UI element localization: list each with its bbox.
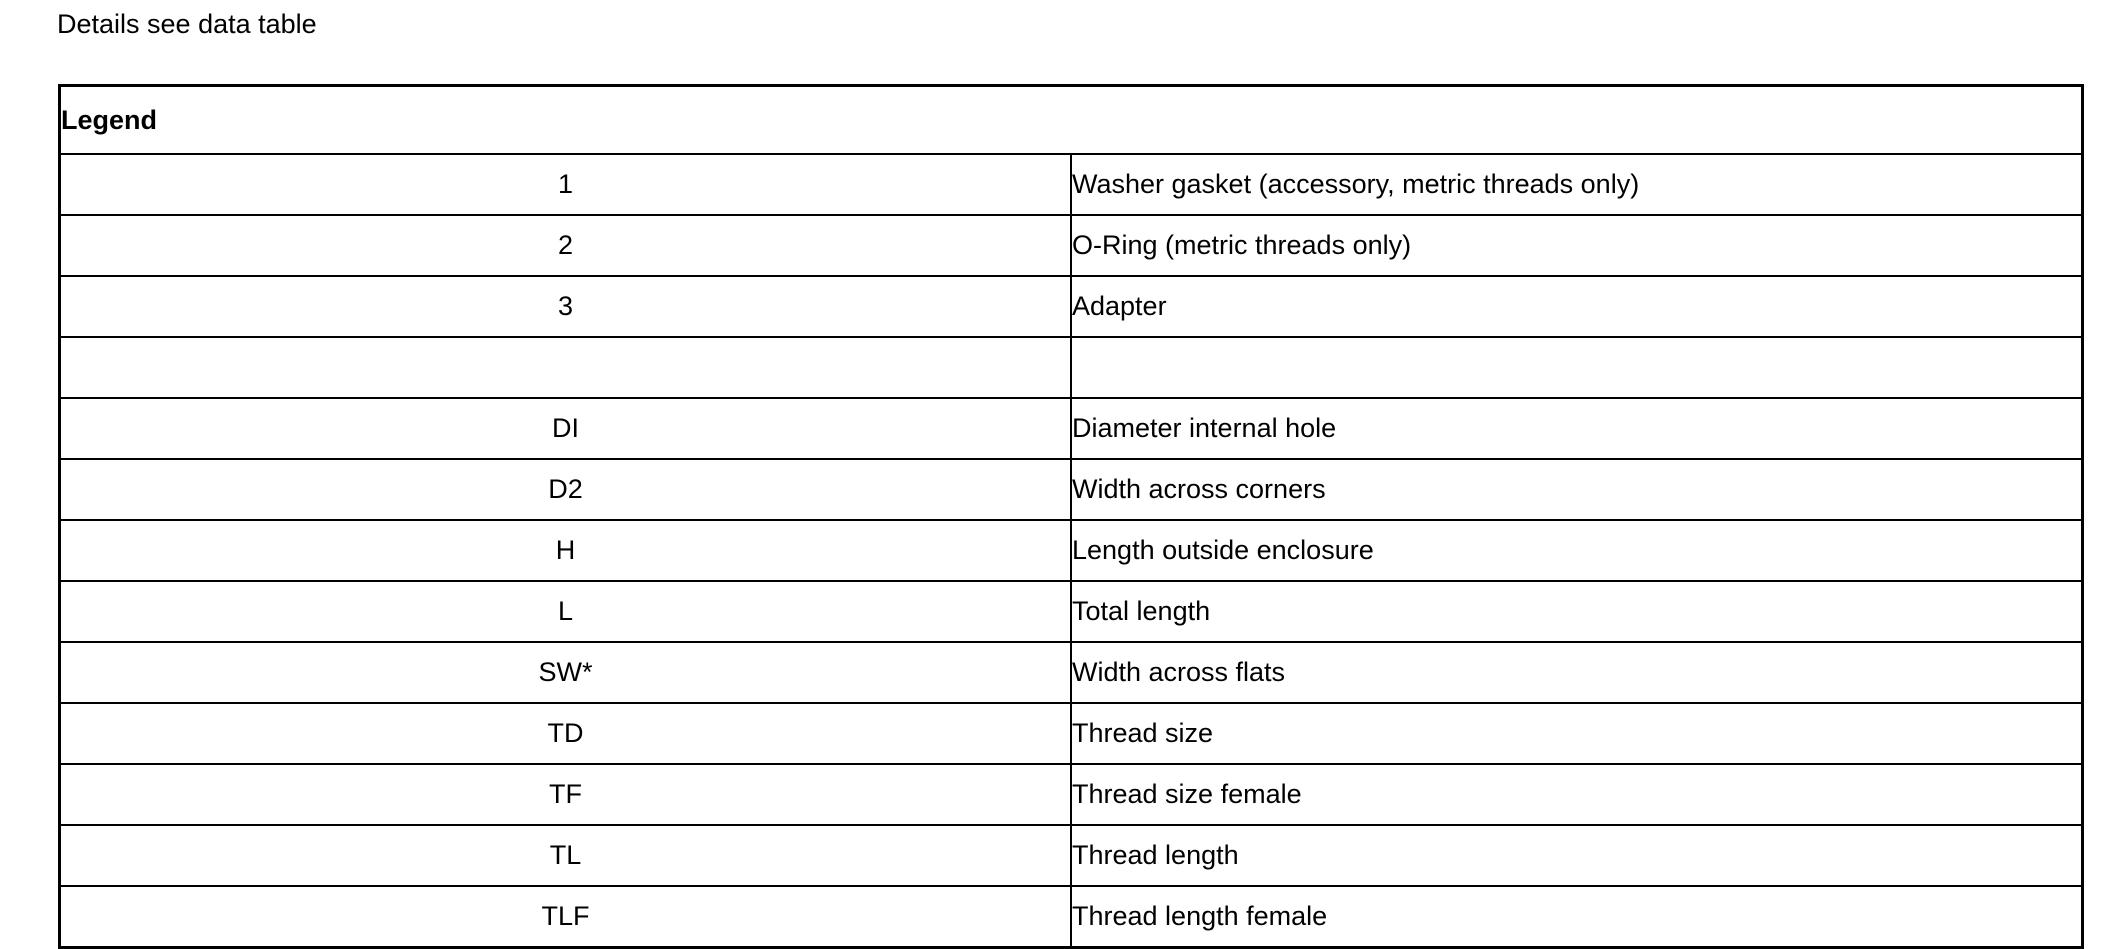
legend-key: TLF [60, 886, 1072, 948]
table-row [60, 459, 2083, 520]
table-row [60, 398, 2083, 459]
legend-title: Legend [60, 86, 2083, 155]
legend-table [58, 84, 2084, 949]
legend-header-row [60, 86, 2083, 155]
legend-key: TF [60, 764, 1072, 825]
table-row [60, 520, 2083, 581]
intro-paragraph: Details see data table [57, 9, 317, 39]
legend-key: 2 [60, 215, 1072, 276]
table-row [60, 825, 2083, 886]
legend-key: L [60, 581, 1072, 642]
table-row [60, 703, 2083, 764]
legend-key [60, 337, 1072, 398]
legend-description: Total length [1071, 581, 2083, 642]
legend-description: Width across corners [1071, 459, 2083, 520]
legend-description: Thread size female [1071, 764, 2083, 825]
table-row [60, 215, 2083, 276]
table-row [60, 154, 2083, 215]
legend-table-body [60, 86, 2083, 948]
legend-key: D2 [60, 459, 1072, 520]
legend-description: Width across flats [1071, 642, 2083, 703]
table-row [60, 886, 2083, 948]
table-row [60, 276, 2083, 337]
legend-description: Washer gasket (accessory, metric threads only) [1071, 154, 2083, 215]
table-row-spacer [60, 337, 2083, 398]
table-row [60, 642, 2083, 703]
legend-description [1071, 337, 2083, 398]
legend-key: 3 [60, 276, 1072, 337]
legend-table-container [58, 84, 2084, 949]
legend-key: TL [60, 825, 1072, 886]
legend-description: Diameter internal hole [1071, 398, 2083, 459]
legend-description: Length outside enclosure [1071, 520, 2083, 581]
legend-description: Thread length female [1071, 886, 2083, 948]
legend-key: DI [60, 398, 1072, 459]
legend-key: SW* [60, 642, 1072, 703]
legend-description: Thread length [1071, 825, 2083, 886]
legend-description: Thread size [1071, 703, 2083, 764]
table-row [60, 581, 2083, 642]
legend-key: H [60, 520, 1072, 581]
legend-key: TD [60, 703, 1072, 764]
legend-description: Adapter [1071, 276, 2083, 337]
legend-key: 1 [60, 154, 1072, 215]
legend-description: O-Ring (metric threads only) [1071, 215, 2083, 276]
table-row [60, 764, 2083, 825]
